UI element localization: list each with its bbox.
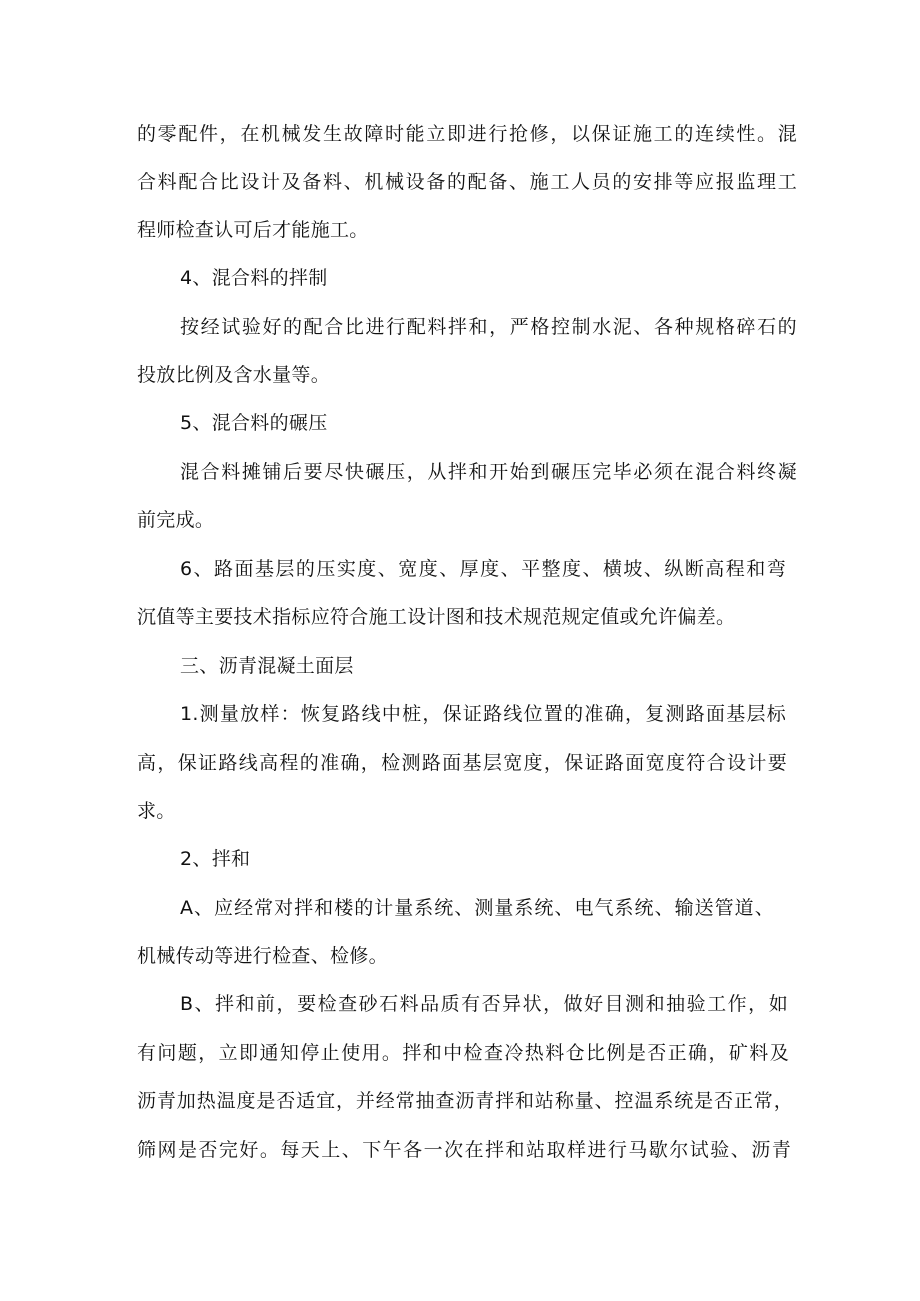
text-line: 的零配件，在机械发生故障时能立即进行抢修，以保证施工的连续性。混 — [137, 123, 797, 145]
text-line: 求。 — [137, 800, 176, 822]
text-line: 筛网是否完好。每天上、下午各一次在拌和站取样进行马歇尔试验、沥青 — [137, 1139, 791, 1161]
section-heading: 2、拌和 — [180, 848, 251, 870]
text-line: 混合料摊铺后要尽快碾压，从拌和开始到碾压完毕必须在混合料终凝 — [180, 461, 797, 483]
section-heading: 5、混合料的碾压 — [180, 412, 328, 434]
text-line: A、应经常对拌和楼的计量系统、测量系统、电气系统、输送管道、 — [180, 897, 774, 919]
text-line: B、拌和前，要检查砂石料品质有否异状，做好目测和抽验工作，如 — [180, 993, 788, 1015]
text-line: 按经试验好的配合比进行配料拌和，严格控制水泥、各种规格碎石的 — [180, 316, 797, 338]
text-line: 6、路面基层的压实度、宽度、厚度、平整度、横坡、纵断高程和弯 — [180, 558, 786, 580]
text-line: 机械传动等进行检查、检修。 — [137, 945, 388, 967]
text-line: 投放比例及含水量等。 — [137, 364, 331, 386]
text-line: 程师检查认可后才能施工。 — [137, 219, 369, 241]
text-line: 有问题，立即通知停止使用。拌和中检查冷热料仓比例是否正确，矿料及 — [137, 1042, 789, 1064]
text-line: 沥青加热温度是否适宜，并经常抽查沥青拌和站称量、控温系统是否正常， — [137, 1090, 793, 1112]
text-line: 沉值等主要技术指标应符合施工设计图和技术规范规定值或允许偏差。 — [137, 606, 736, 628]
text-line: 合料配合比设计及备料、机械设备的配备、施工人员的安排等应报监理工 — [137, 171, 797, 193]
text-line: 1.测量放样：恢复路线中桩，保证路线位置的准确，复测路面基层标 — [180, 703, 786, 725]
text-line: 高，保证路线高程的准确，检测路面基层宽度，保证路面宽度符合设计要 — [137, 752, 787, 774]
text-line: 前完成。 — [137, 509, 215, 531]
section-heading: 三、沥青混凝土面层 — [180, 655, 354, 677]
section-heading: 4、混合料的拌制 — [180, 267, 328, 289]
